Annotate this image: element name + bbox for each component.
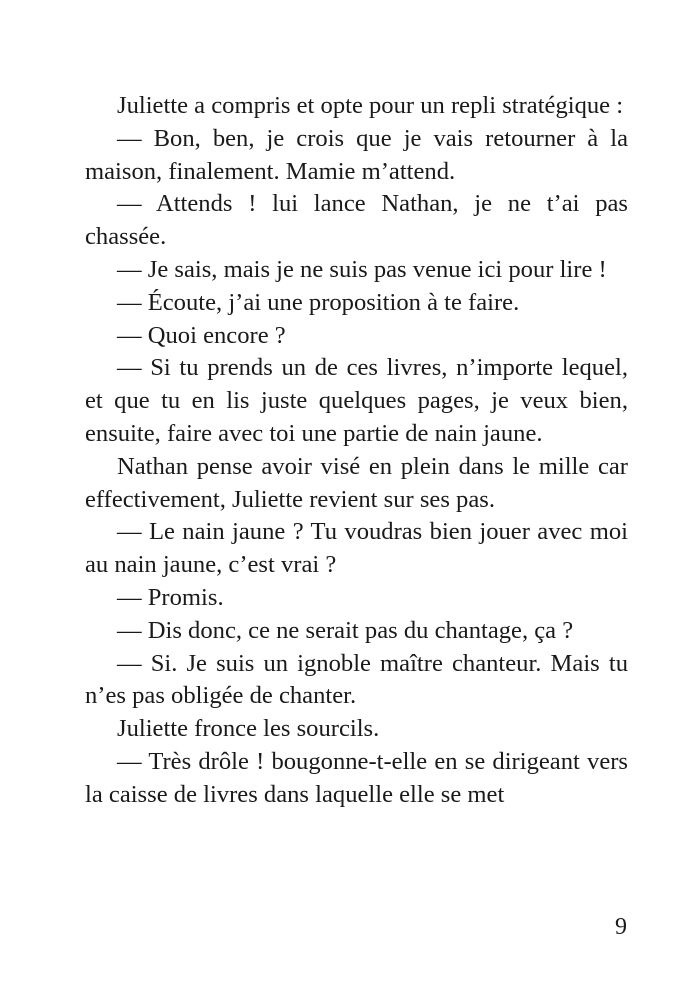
paragraph: Juliette fronce les sourcils.: [117, 715, 380, 743]
paragraph: — Si. Je suis un ignoble maître chanteur. Mais tu n’es pas obligée de chanter.: [85, 649, 628, 710]
paragraph: — Le nain jaune ? Tu voudras bien jouer avec moi au nain jaune, c’est vrai ?: [85, 518, 628, 579]
paragraph: — Si tu prends un de ces livres, n’importe lequel, et que tu en lis juste quelques pages, je veux bien, ensuite, faire avec toi une partie de nain jaune.: [85, 354, 628, 447]
paragraph: — Écoute, j’ai une proposition à te faire.: [117, 288, 520, 316]
paragraph: — Attends ! lui lance Nathan, je ne t’ai pas chassée.: [85, 190, 628, 251]
paragraph: Nathan pense avoir visé en plein dans le mille car effectivement, Juliette revient sur ses pas.: [85, 452, 628, 513]
paragraph: Juliette a compris et opte pour un repli stratégique :: [117, 92, 624, 119]
paragraph: — Promis.: [117, 583, 224, 611]
paragraph: — Je sais, mais je ne suis pas venue ici pour lire !: [117, 255, 607, 283]
paragraph: — Quoi encore ?: [117, 321, 286, 349]
paragraph: — Dis donc, ce ne serait pas du chantage, ça ?: [117, 616, 574, 644]
body-text: [85, 90, 628, 812]
page-number: 9: [615, 914, 627, 940]
paragraph: — Très drôle ! bougonne-t-elle en se dirigeant vers la caisse de livres dans laquelle elle se met: [85, 747, 628, 808]
paragraph: — Bon, ben, je crois que je vais retourner à la maison, finalement. Mamie m’attend.: [85, 124, 628, 185]
